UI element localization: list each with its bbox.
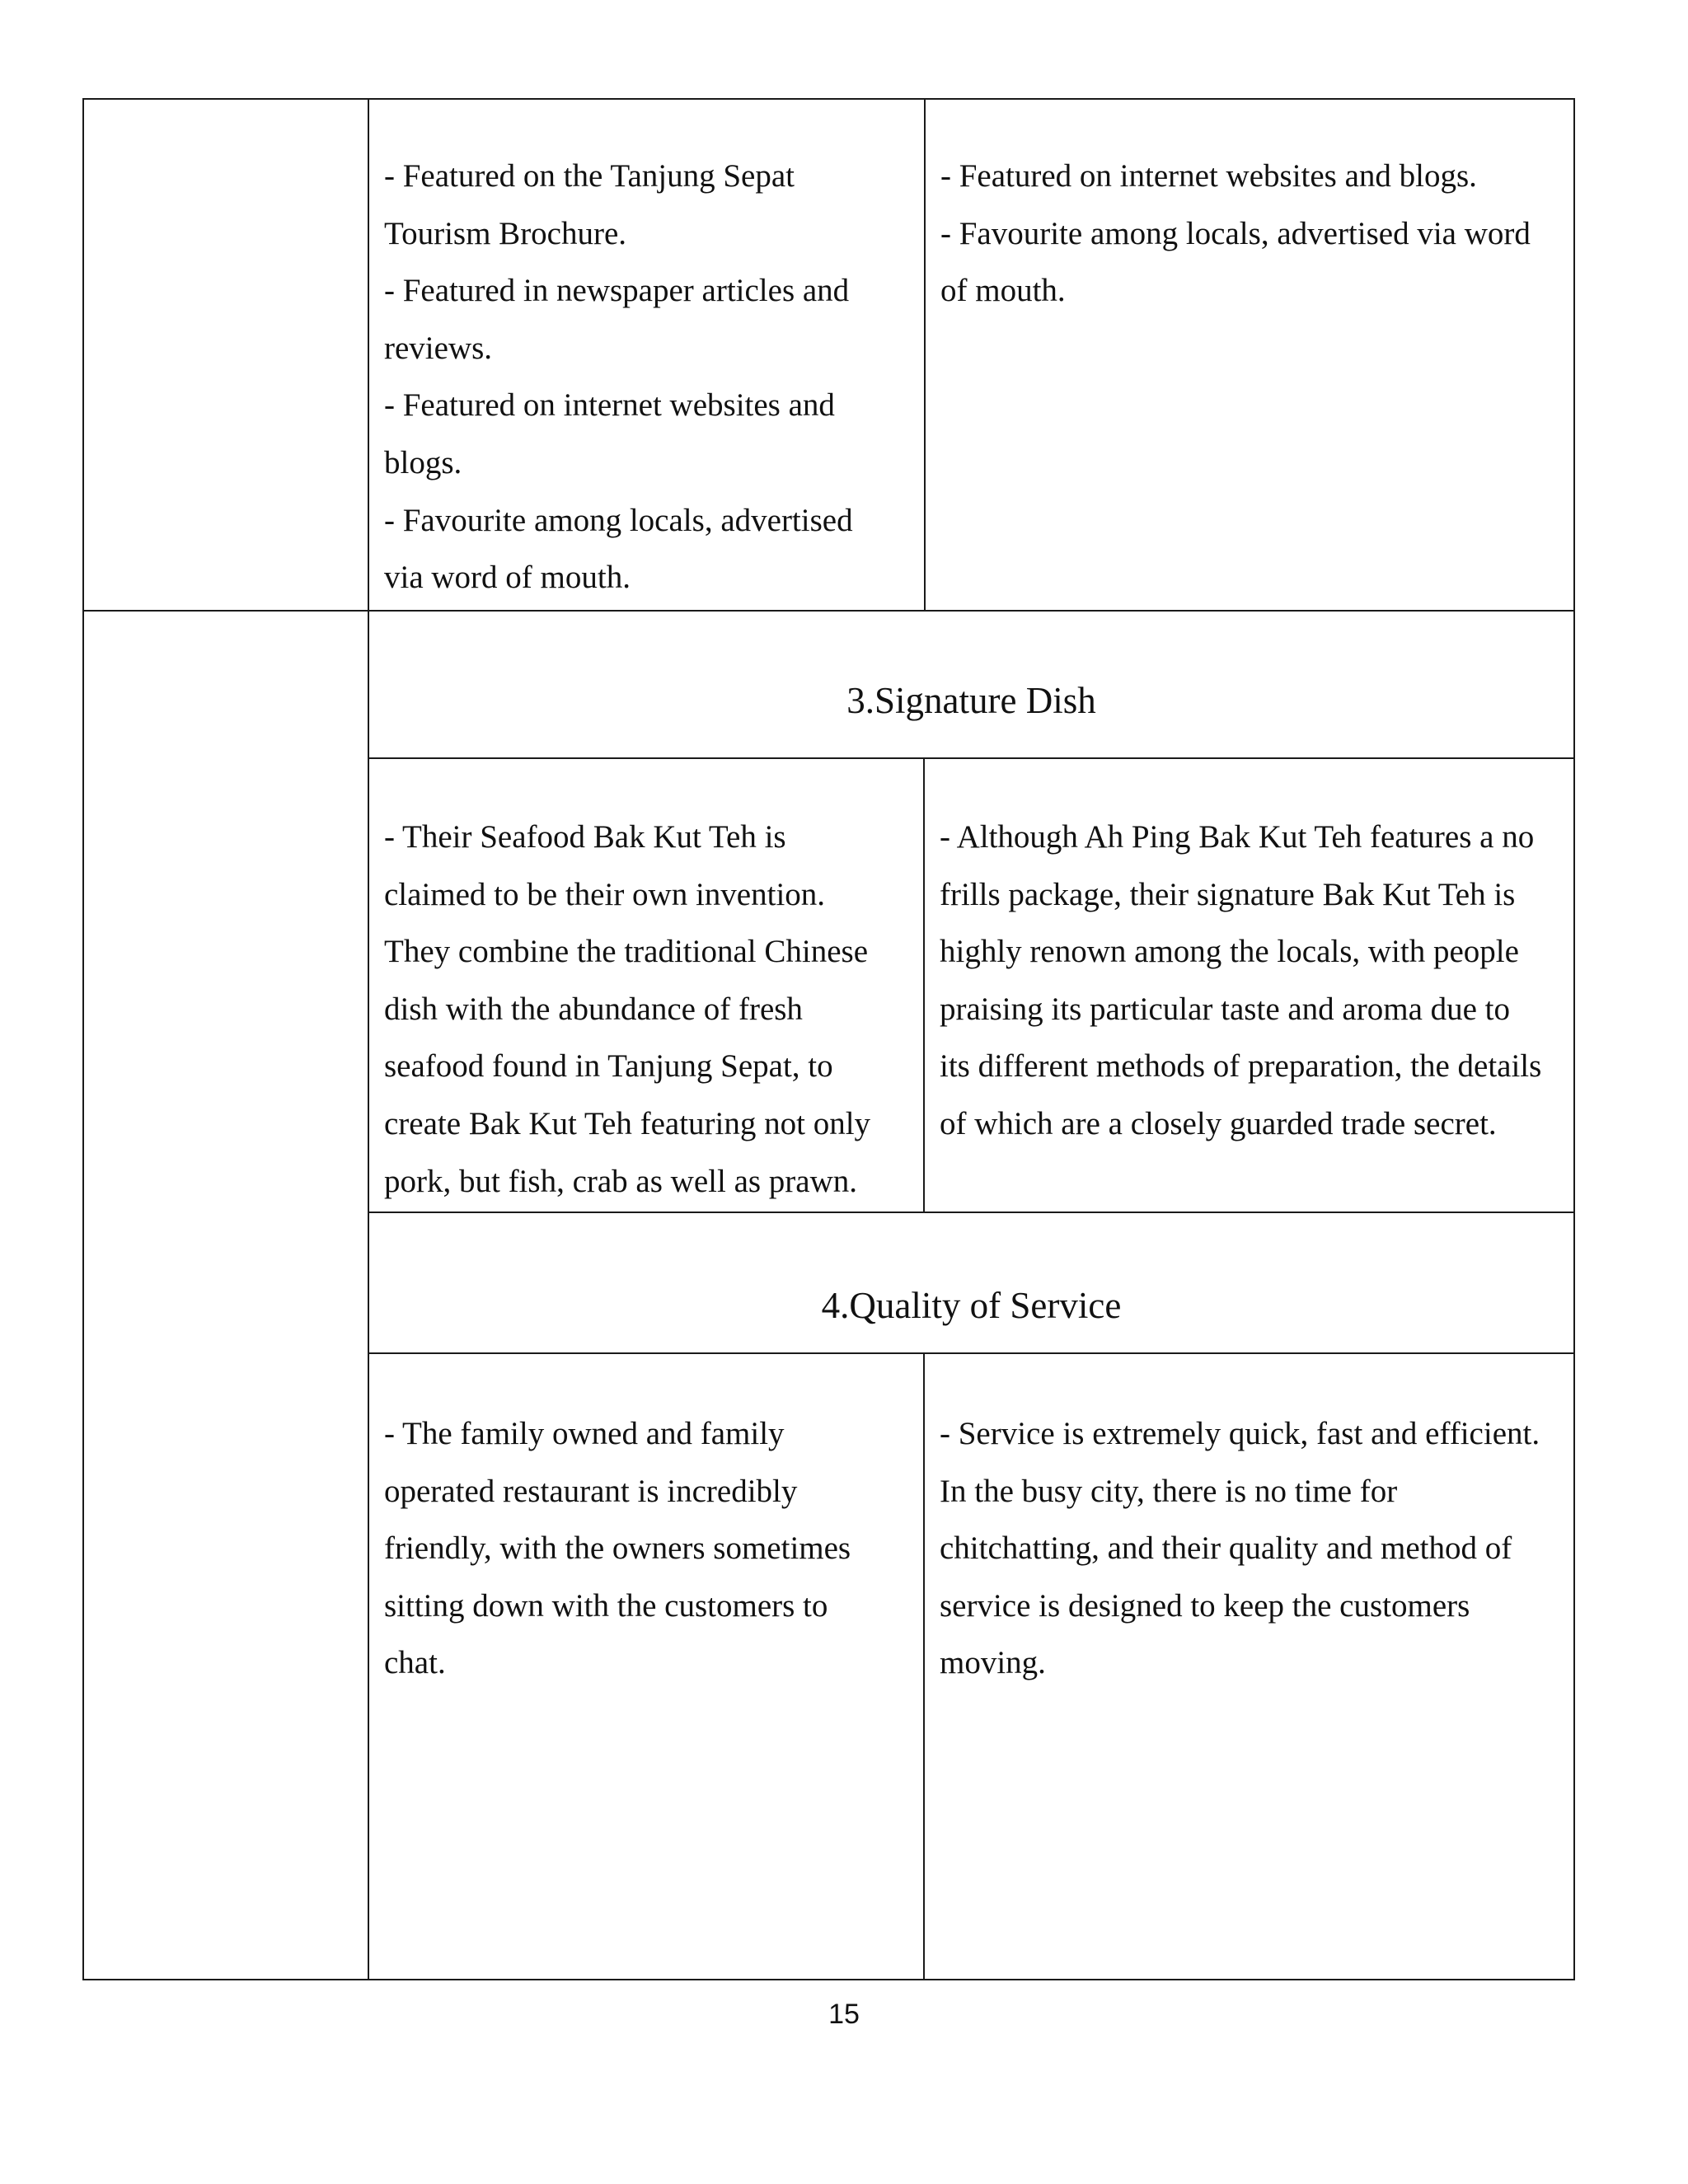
promotion-left-line: - Featured in newspaper articles and (384, 273, 850, 309)
signature-left-line: claimed to be their own invention. (384, 876, 826, 912)
signature-right-line: - Although Ah Ping Bak Kut Teh features a no (940, 819, 1535, 855)
service-heading-border (368, 1352, 1575, 1354)
signature-right-line: highly renown among the locals, with people (940, 934, 1519, 970)
table-border-row1-bottom (82, 610, 1575, 612)
signature-left-line: create Bak Kut Teh featuring not only (384, 1105, 871, 1141)
service-left-cell (369, 1405, 923, 1692)
service-left-line: operated restaurant is incredibly (384, 1473, 798, 1509)
service-right-line: chitchatting, and their quality and method of (940, 1530, 1512, 1567)
signature-dish-heading: 3.Signature Dish (846, 680, 1096, 721)
page-number: 15 (828, 1999, 860, 2030)
service-left-line: - The family owned and family (384, 1416, 785, 1451)
service-left-line: chat. (384, 1645, 446, 1681)
promotion-right-line: of mouth. (940, 273, 1066, 309)
promotion-left-line: - Featured on internet websites and (384, 387, 835, 424)
promotion-right-line: - Favourite among locals, advertised via word (940, 215, 1531, 251)
signature-right-line: frills package, their signature Bak Kut Teh is (940, 876, 1516, 912)
promotion-left-line: Tourism Brochure. (384, 215, 627, 251)
promotion-left-line: blogs. (384, 444, 462, 480)
table-border-left (82, 98, 84, 1980)
signature-left-line: seafood found in Tanjung Sepat, to (384, 1048, 833, 1085)
promotion-left-line: via word of mouth. (384, 560, 631, 596)
signature-left-line: - Their Seafood Bak Kut Teh is (384, 819, 786, 855)
signature-left-line: dish with the abundance of fresh (384, 991, 803, 1027)
signature-right-line: its different methods of preparation, the details (940, 1048, 1542, 1085)
promotion-left-line: - Featured on the Tanjung Sepat (384, 158, 795, 194)
promotion-left-cell (369, 148, 924, 607)
signature-left-line: pork, but fish, crab as well as prawn. (384, 1163, 858, 1199)
signature-content-border (368, 1212, 1575, 1213)
service-left-line: sitting down with the customers to (384, 1587, 828, 1624)
signature-right-cell (925, 808, 1573, 1153)
promotion-right-cell (926, 148, 1573, 320)
signature-left-cell (369, 808, 923, 1210)
service-right-line: moving. (940, 1645, 1046, 1681)
table-border-bottom (82, 1979, 1575, 1980)
promotion-right-line: - Featured on internet websites and blogs. (940, 158, 1477, 194)
table-border-top (82, 98, 1575, 100)
quality-of-service-heading: 4.Quality of Service (821, 1285, 1122, 1326)
service-right-cell (925, 1405, 1573, 1692)
service-right-line: service is designed to keep the customers (940, 1587, 1470, 1624)
promotion-left-line: - Favourite among locals, advertised (384, 502, 853, 538)
service-right-line: In the busy city, there is no time for (940, 1473, 1398, 1509)
promotion-left-line: reviews. (384, 330, 493, 366)
table-border-right (1573, 98, 1575, 1980)
signature-left-line: They combine the traditional Chinese (384, 934, 868, 970)
signature-heading-border (368, 757, 1575, 759)
signature-right-line: of which are a closely guarded trade secret. (940, 1105, 1497, 1141)
service-left-line: friendly, with the owners sometimes (384, 1530, 851, 1567)
signature-right-line: praising its particular taste and aroma due to (940, 991, 1511, 1027)
service-right-line: - Service is extremely quick, fast and efficient. (940, 1416, 1540, 1451)
